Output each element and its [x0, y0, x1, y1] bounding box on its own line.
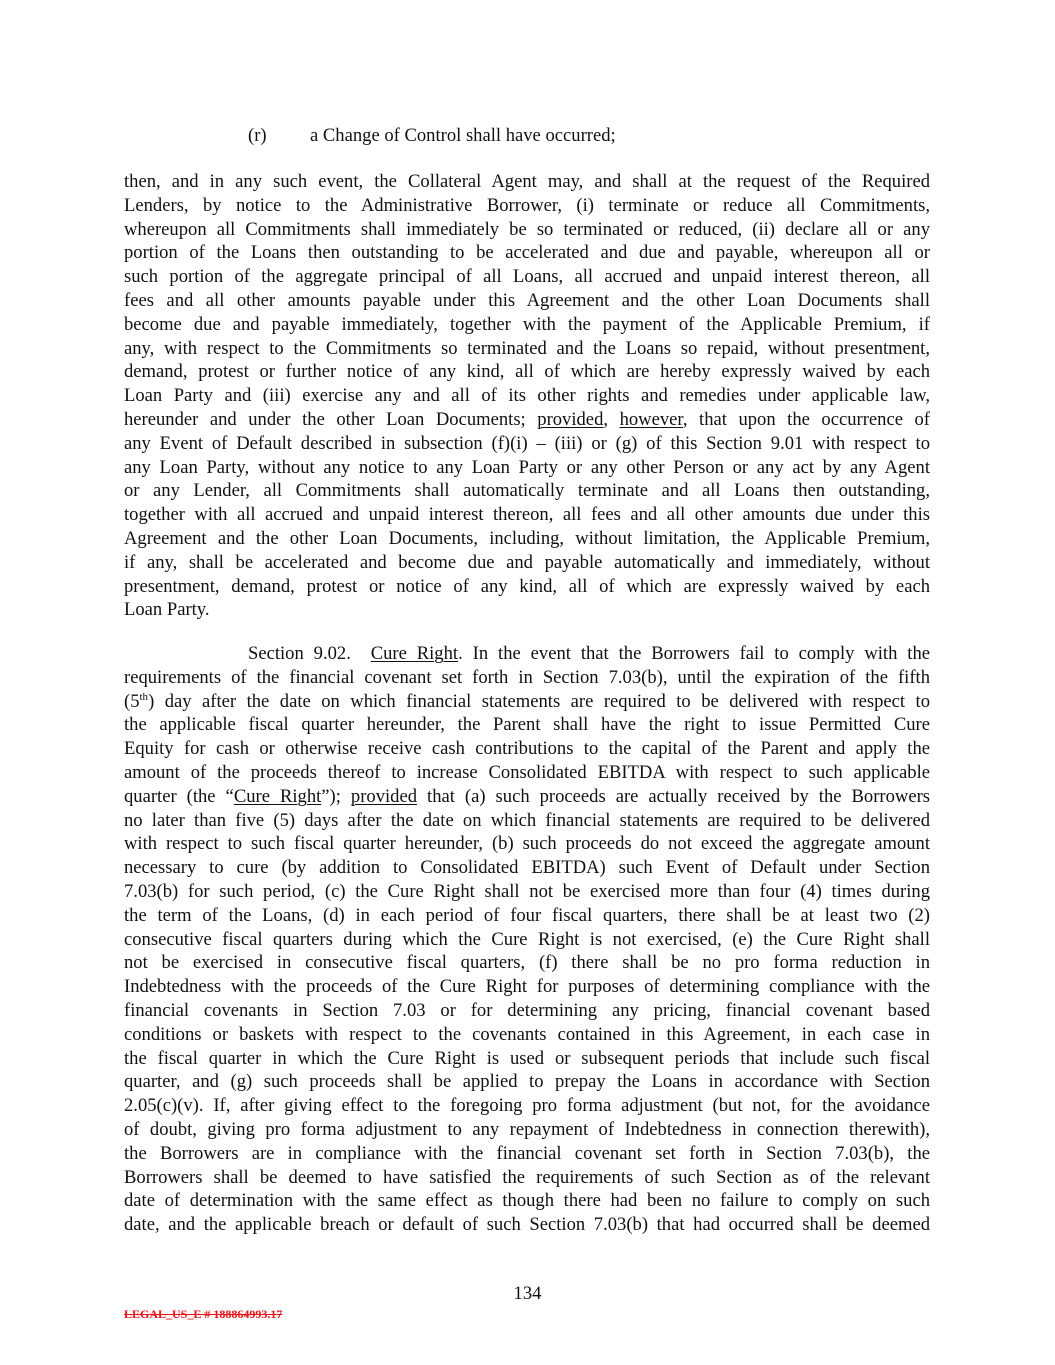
text-segment: , that upon the occurrence of — [682, 408, 930, 430]
text-line: any, with respect to the Commitments so terminated and the Loans so repaid, without presentment, — [124, 337, 930, 359]
text-line: conditions or baskets with respect to the covenants contained in this Agreement, in each case in — [124, 1023, 930, 1045]
text-line: quarter, and (g) such proceeds shall be applied to prepay the Loans in accordance with Section — [124, 1071, 930, 1093]
text-line: of doubt, giving pro forma adjustment to any repayment of Indebtedness in connection therewith), — [124, 1118, 930, 1140]
text-line: Agreement and the other Loan Documents, including, without limitation, the Applicable Premium, — [124, 527, 930, 549]
text-segment: , — [603, 408, 620, 430]
document-id-footer: LEGAL_US_E # 188864993.17 — [124, 1307, 283, 1321]
text-line: together with all accrued and unpaid interest thereon, all fees and all other amounts due under this — [124, 504, 930, 526]
ordinal-superscript: th — [139, 690, 149, 703]
page-number: 134 — [513, 1283, 542, 1304]
defined-term-cure-right: Cure Right — [233, 785, 322, 807]
text-line: the Borrowers are in compliance with the financial covenant set forth in Section 7.03(b), the — [124, 1142, 930, 1164]
underlined-term-however: however — [619, 408, 683, 430]
text-segment: ”); — [321, 785, 351, 807]
section-9-02-cure-right — [124, 642, 930, 1237]
text-line: necessary to cure (by addition to Consolidated EBITDA) such Event of Default under Section — [124, 857, 930, 879]
text-line: the applicable fiscal quarter hereunder, the Parent shall have the right to issue Permitted Cure — [124, 714, 930, 736]
text-line: the fiscal quarter in which the Cure Right is used or subsequent periods that include such fiscal — [124, 1047, 930, 1069]
text-line: such portion of the aggregate principal of all Loans, all accrued and unpaid interest thereon, all — [124, 266, 930, 288]
text-line: or any Lender, all Commitments shall automatically terminate and all Loans then outstanding, — [124, 480, 930, 502]
section-title: Cure Right — [370, 643, 459, 664]
text-line: any Event of Default described in subsection (f)(i) – (iii) or (g) of this Section 9.01 with respect to — [124, 432, 930, 454]
acceleration-paragraph — [124, 170, 930, 622]
list-item-text: a Change of Control shall have occurred; — [310, 125, 616, 146]
text-line: with respect to such fiscal quarter hereunder, (b) such proceeds do not exceed the aggregate amount — [124, 833, 930, 855]
list-marker: (r) — [248, 125, 267, 146]
text-line-superscript — [124, 690, 930, 714]
list-item-r — [248, 124, 616, 148]
text-line: no later than five (5) days after the date on which financial statements are required to be delivered — [124, 809, 930, 831]
text-segment: ) day after the date on which financial statements are required to be delivered with respect to — [148, 690, 930, 712]
section-heading-line — [124, 642, 930, 666]
text-segment: that (a) such proceeds are actually received by the Borrowers — [417, 785, 931, 807]
text-line-proviso — [124, 408, 930, 432]
text-line: fees and all other amounts payable under this Agreement and the other Loan Documents shall — [124, 289, 930, 311]
text-line: Indebtedness with the proceeds of the Cure Right for purposes of determining compliance with the — [124, 976, 930, 998]
text-line: whereupon all Commitments shall immediately be so terminated or reduced, (ii) declare all or any — [124, 218, 930, 240]
text-line: not be exercised in consecutive fiscal quarters, (f) there shall be no pro forma reduction in — [124, 952, 930, 974]
text-line: 7.03(b) for such period, (c) the Cure Right shall not be exercised more than four (4) times during — [124, 880, 930, 902]
text-segment: quarter (the “ — [124, 785, 234, 807]
text-line: amount of the proceeds thereof to increase Consolidated EBITDA with respect to such applicable — [124, 761, 930, 783]
text-segment: . In the event that the Borrowers fail to comply with the — [458, 643, 931, 664]
text-line: any Loan Party, without any notice to any Loan Party or any other Person or any act by any Agent — [124, 456, 930, 478]
text-line: Equity for cash or otherwise receive cash contributions to the capital of the Parent and apply the — [124, 738, 930, 760]
text-segment: (5 — [124, 690, 140, 712]
text-line: date, and the applicable breach or default of such Section 7.03(b) that had occurred shall be deemed — [124, 1214, 930, 1236]
text-line: Loan Party. — [124, 599, 210, 621]
text-line: presentment, demand, protest or notice of any kind, all of which are expressly waived by each — [124, 575, 930, 597]
section-number: Section 9.02. — [248, 643, 351, 664]
text-line: Borrowers shall be deemed to have satisfied the requirements of such Section as of the relevant — [124, 1166, 930, 1188]
text-line-defined-term — [124, 785, 930, 809]
text-line: become due and payable immediately, together with the payment of the Applicable Premium, if — [124, 313, 930, 335]
underlined-term-provided: provided — [350, 785, 418, 807]
text-line: date of determination with the same effect as though there had been no failure to comply on such — [124, 1190, 930, 1212]
text-line: if any, shall be accelerated and become due and payable automatically and immediately, without — [124, 551, 930, 573]
text-line: then, and in any such event, the Collateral Agent may, and shall at the request of the Required — [124, 171, 930, 192]
text-line: demand, protest or further notice of any kind, all of which are hereby expressly waived by each — [124, 361, 930, 383]
text-line: Lenders, by notice to the Administrative Borrower, (i) terminate or reduce all Commitments, — [124, 194, 930, 216]
text-line: consecutive fiscal quarters during which the Cure Right is not exercised, (e) the Cure Right shall — [124, 928, 930, 950]
text-line: Loan Party and (iii) exercise any and all of its other rights and remedies under applicable law, — [124, 385, 930, 407]
text-line: requirements of the financial covenant set forth in Section 7.03(b), until the expiration of the fifth — [124, 666, 930, 688]
text-line: portion of the Loans then outstanding to be accelerated and due and payable, whereupon all or — [124, 242, 930, 264]
text-segment: hereunder and under the other Loan Documents; — [124, 408, 538, 430]
underlined-term-provided: provided — [537, 408, 604, 430]
text-line: the term of the Loans, (d) in each period of four fiscal quarters, there shall be at least two (2) — [124, 904, 930, 926]
text-line: 2.05(c)(v). If, after giving effect to the foregoing pro forma adjustment (but not, for the avoidance — [124, 1095, 930, 1117]
text-line: financial covenants in Section 7.03 or for determining any pricing, financial covenant based — [124, 999, 930, 1021]
